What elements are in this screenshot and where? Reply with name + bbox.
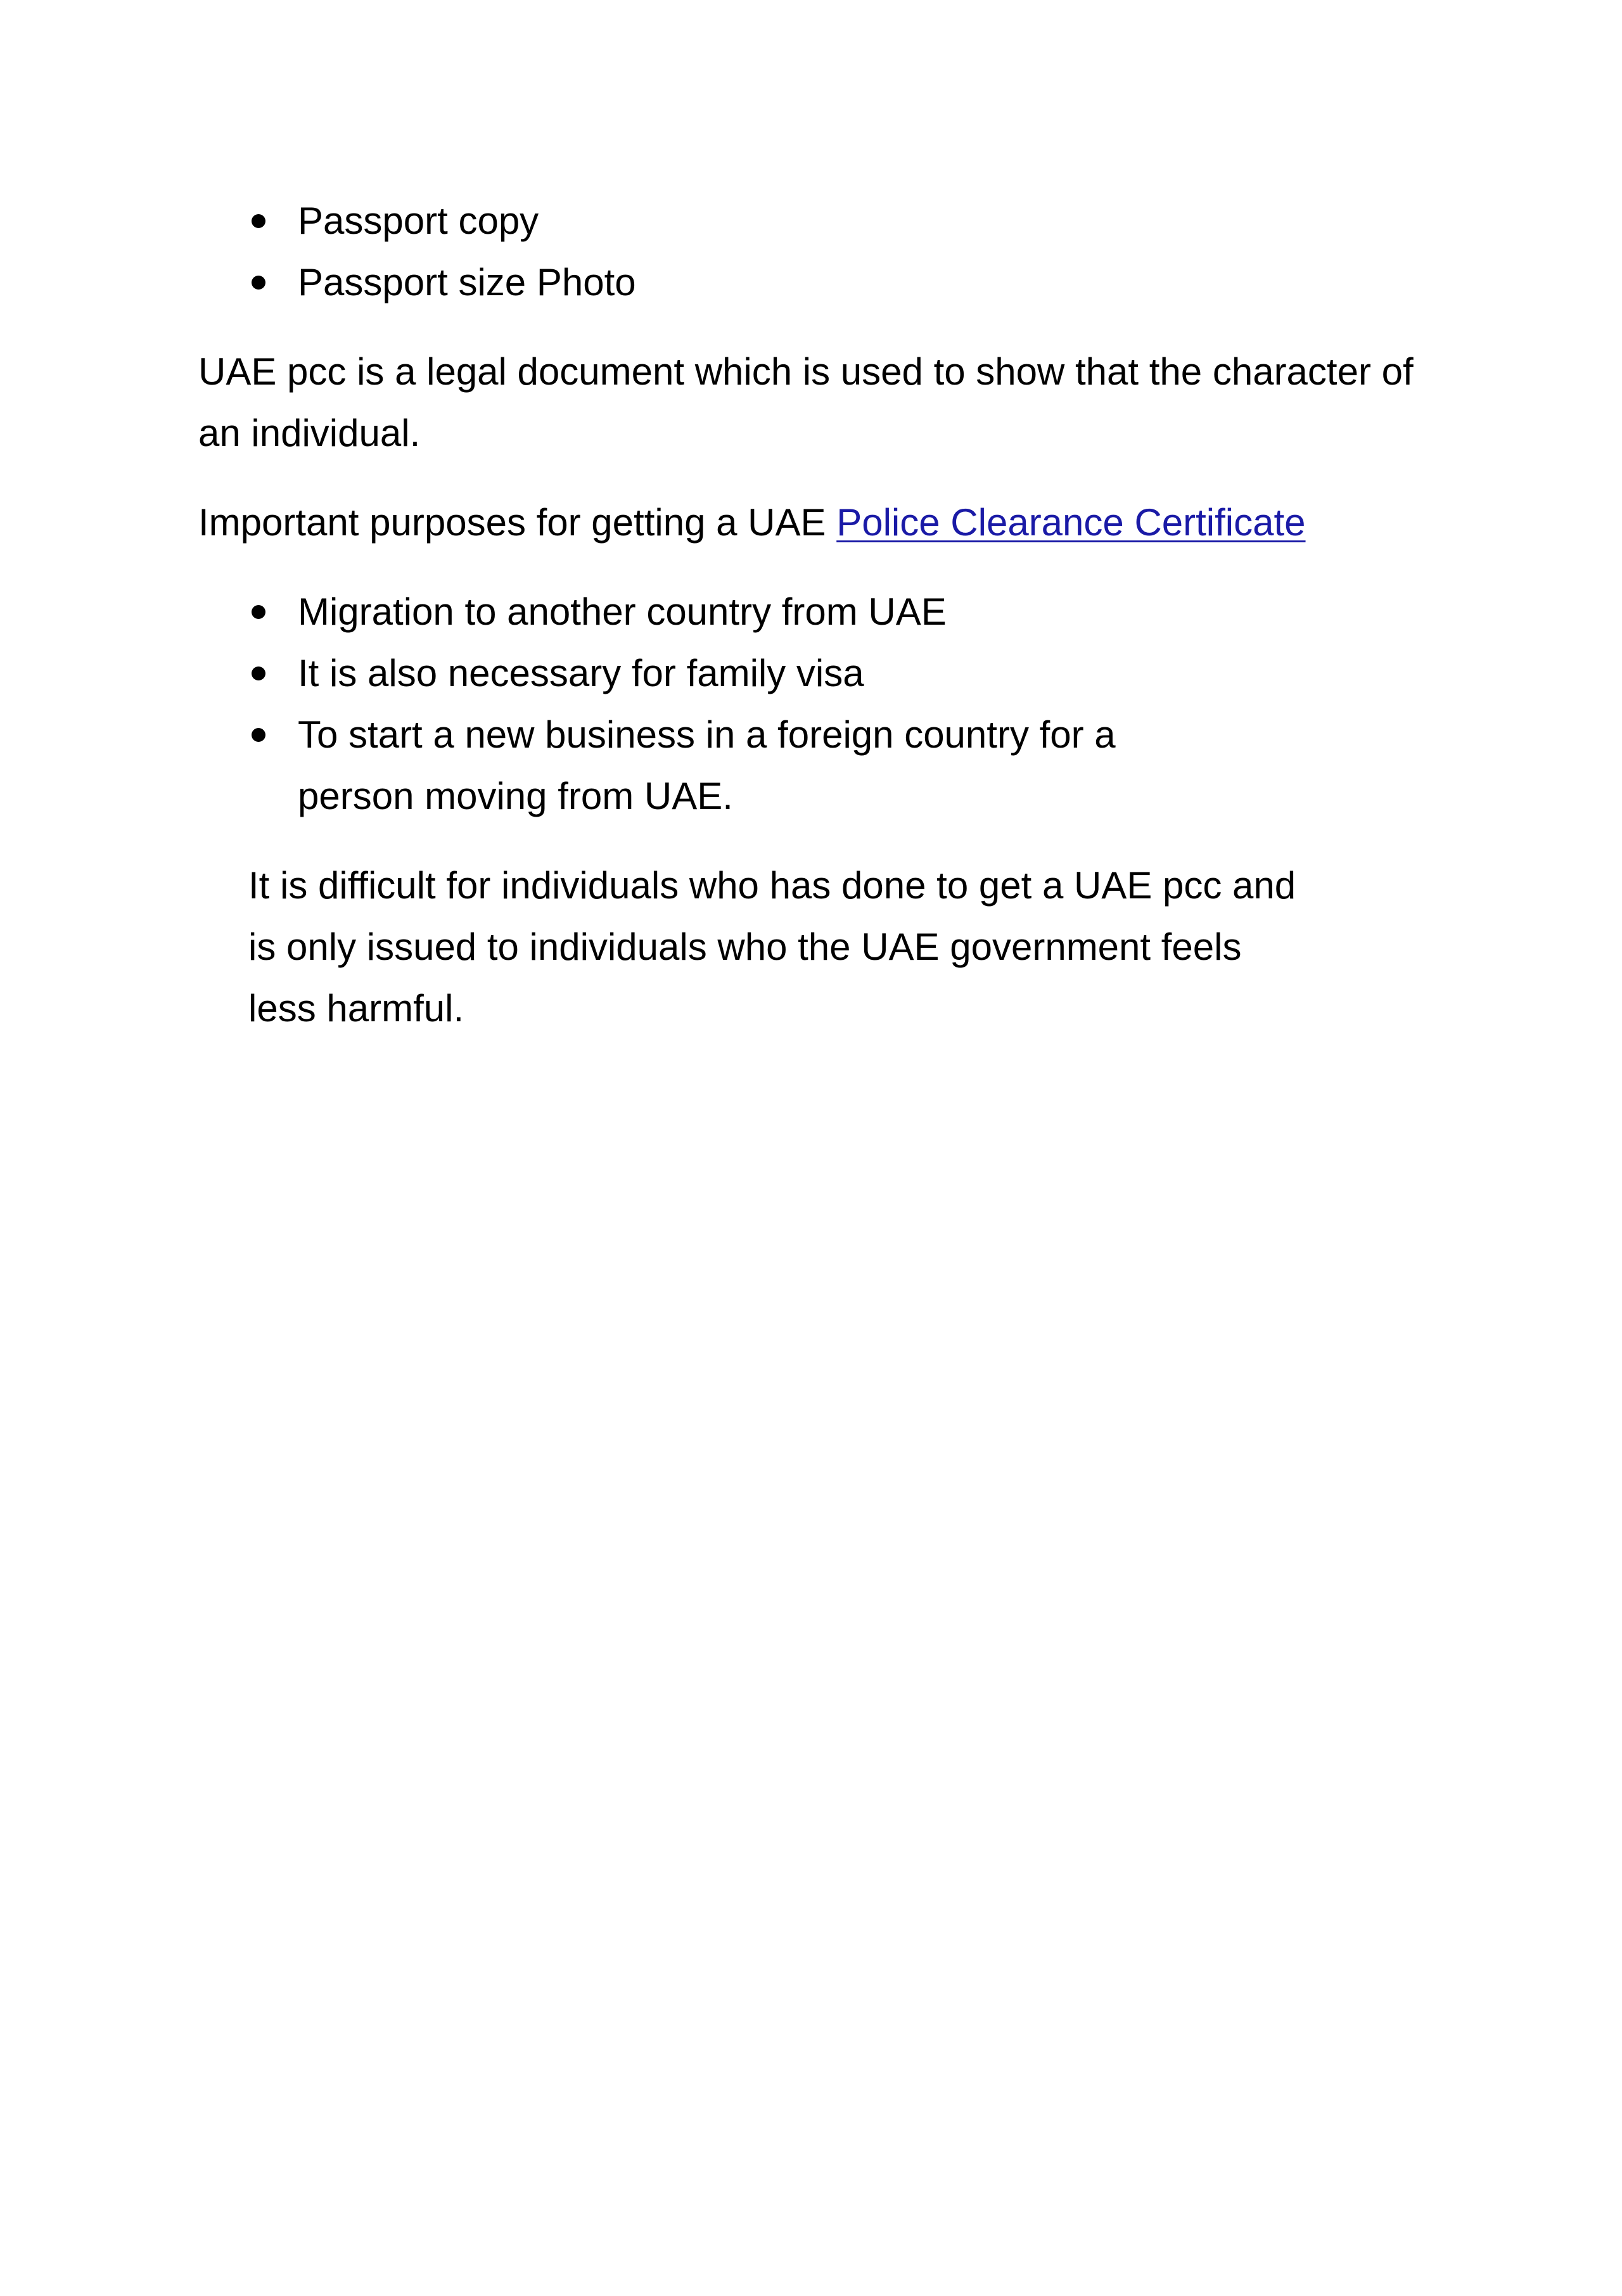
list-item [198,704,1453,827]
purposes-intro-text: Important purposes for getting a UAE [198,501,837,544]
required-documents-list [198,190,1453,313]
list-item-text: Passport size Photo [298,261,636,303]
list-item-text: It is also necessary for family visa [298,652,864,694]
list-item [198,642,1453,704]
bullet-icon [252,276,265,290]
list-item-text: To start a new business in a foreign country for a person moving from UAE. [298,713,1116,817]
police-clearance-certificate-link[interactable]: Police Clearance Certificate [836,501,1306,544]
bullet-icon [252,666,265,680]
purposes-list [198,581,1453,827]
closing-paragraph: It is difficult for individuals who has done to get a UAE pcc and is only issued to individuals who the UAE government feels less harmful. [248,864,1296,1030]
bullet-icon [252,605,265,619]
definition-paragraph: UAE pcc is a legal document which is used to show that the character of an individual. [198,350,1414,454]
list-item-text: Migration to another country from UAE [298,590,947,633]
list-item-text: Passport copy [298,200,539,242]
bullet-icon [252,728,265,742]
list-item [198,252,1453,313]
bullet-icon [252,214,265,228]
purposes-intro-paragraph [198,492,1453,553]
list-item [198,190,1453,252]
document-body [198,190,1453,1067]
list-item [198,581,1453,642]
